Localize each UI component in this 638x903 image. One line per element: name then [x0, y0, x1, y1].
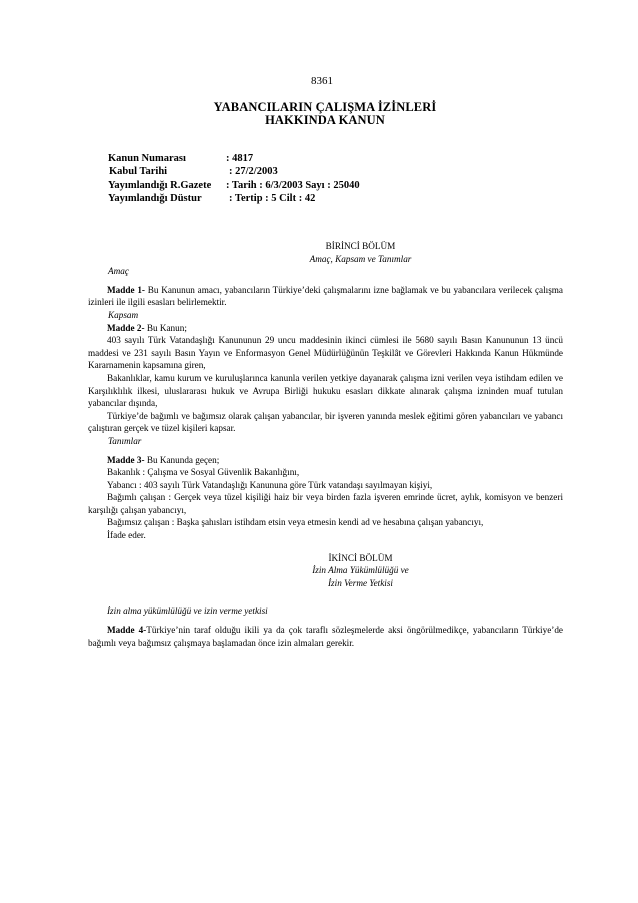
madde-4-number: Madde 4-: [107, 625, 147, 636]
kapsam-label: Kapsam: [108, 309, 139, 320]
page-number: 8361: [311, 75, 333, 87]
document-body: [88, 240, 563, 649]
law-title-line-2: HAKKINDA KANUN: [265, 113, 385, 127]
section-2-heading: İKİNCİ BÖLÜM: [328, 552, 393, 563]
madde-2-clause-2: Bakanlıklar, kamu kurum ve kuruluşlarınca kanunla verilen yetkiye dayanarak çalışma izni verilen veya istihdam edilen ve Karşılıklılık ilkesi, uluslararası hukuk ve Avrupa Birliği hukuku esasları dikkate alınarak çalışma izninden muaf tutulan yabancılar dışında,: [88, 372, 563, 409]
madde-3-text: Bu Kanunda geçen;: [144, 454, 220, 465]
madde-1-text: Bu Kanunun amacı, yabancıların Türkiye’deki çalışmalarını izne bağlamak ve bu yabancılara verilecek çalışma izinleri ile ilgili esasları belirlemektir.: [88, 284, 564, 308]
section-1-subheading: Amaç, Kapsam ve Tanımlar: [309, 253, 412, 264]
law-title: [0, 101, 638, 127]
section-2-subheading-2: İzin Verme Yetkisi: [328, 577, 393, 588]
meta-key: Kanun Numarası: [108, 153, 186, 164]
madde-4-text: Türkiye’nin taraf olduğu ikili ya da çok taraflı sözleşmelerde aksi öngörülmedikçe, yabancıların Türkiye’de bağımlı veya bağımsız çalışmaya başlamadan önce izin almaları gerekir.: [88, 625, 564, 648]
amac-label: Amaç: [108, 266, 129, 277]
madde-2-clause-1: 403 sayılı Türk Vatandaşlığı Kanununun 29 uncu maddesinin ikinci cümlesi ile 5680 sayılı Basın Kanununun 13 üncü maddesi ve 231 sayılı Basın Yayın ve Enformasyon Genel Müdürlüğünün Teşkilât ve Görevleri Hakkında Kanun Hükmünde Kararnamenin kapsamına giren,: [88, 335, 563, 371]
madde-2-number: Madde 2-: [107, 322, 145, 333]
madde-3-paragraph: [88, 454, 563, 467]
madde-3-number: Madde 3-: [107, 454, 145, 465]
definition-closing: İfade eder.: [107, 530, 146, 541]
madde-1-paragraph: [88, 284, 563, 309]
section-2-subheading-1: İzin Alma Yükümlülüğü ve: [312, 565, 409, 576]
law-title-line-1: YABANCILARIN ÇALIŞMA İZİNLERİ: [213, 100, 437, 114]
definition-item: Bağımlı çalışan : Gerçek veya tüzel kişiliği haiz bir veya birden fazla işveren emrinde ücret, aylık, komisyon ve benzeri karşılığı çalışan yabancıyı,: [88, 492, 563, 515]
definition-item: Bakanlık : Çalışma ve Sosyal Güvenlik Bakanlığını,: [107, 467, 300, 478]
tanimlar-label: Tanımlar: [108, 435, 142, 446]
meta-value: : 27/2/2003: [229, 166, 278, 178]
madde-4-paragraph: [88, 624, 563, 649]
meta-key: Kabul Tarihi: [109, 166, 168, 178]
izin-label: İzin alma yükümlülüğü ve izin verme yetkisi: [107, 606, 268, 617]
madde-1-number: Madde 1-: [107, 284, 145, 295]
section-1-heading: BİRİNCİ BÖLÜM: [325, 241, 396, 251]
meta-value: : Tarih : 6/3/2003 Sayı : 25040: [226, 179, 360, 191]
meta-key: Yayımlandığı R.Gazete: [108, 179, 212, 191]
definition-item: Bağımsız çalışan : Başka şahısları istihdam etsin veya etmesin kendi ad ve hesabına çalışan yabancıyı,: [107, 517, 484, 528]
meta-key: Yayımlandığı Düstur: [108, 192, 202, 204]
meta-value: : 4817: [226, 153, 254, 164]
madde-2-paragraph: [88, 322, 563, 335]
meta-value: : Tertip : 5 Cilt : 42: [229, 192, 316, 204]
madde-2-clause-3: Türkiye’de bağımlı ve bağımsız olarak çalışan yabancılar, bir işveren yanında meslek eğitimi gören yabancıları ve yabancı çalıştıran gerçek ve tüzel kişileri kapsar.: [88, 410, 563, 434]
madde-2-text: Bu Kanun;: [144, 322, 187, 333]
definition-item: Yabancı : 403 sayılı Türk Vatandaşlığı Kanununa göre Türk vatandaşı sayılmayan kişiyi,: [107, 479, 433, 490]
